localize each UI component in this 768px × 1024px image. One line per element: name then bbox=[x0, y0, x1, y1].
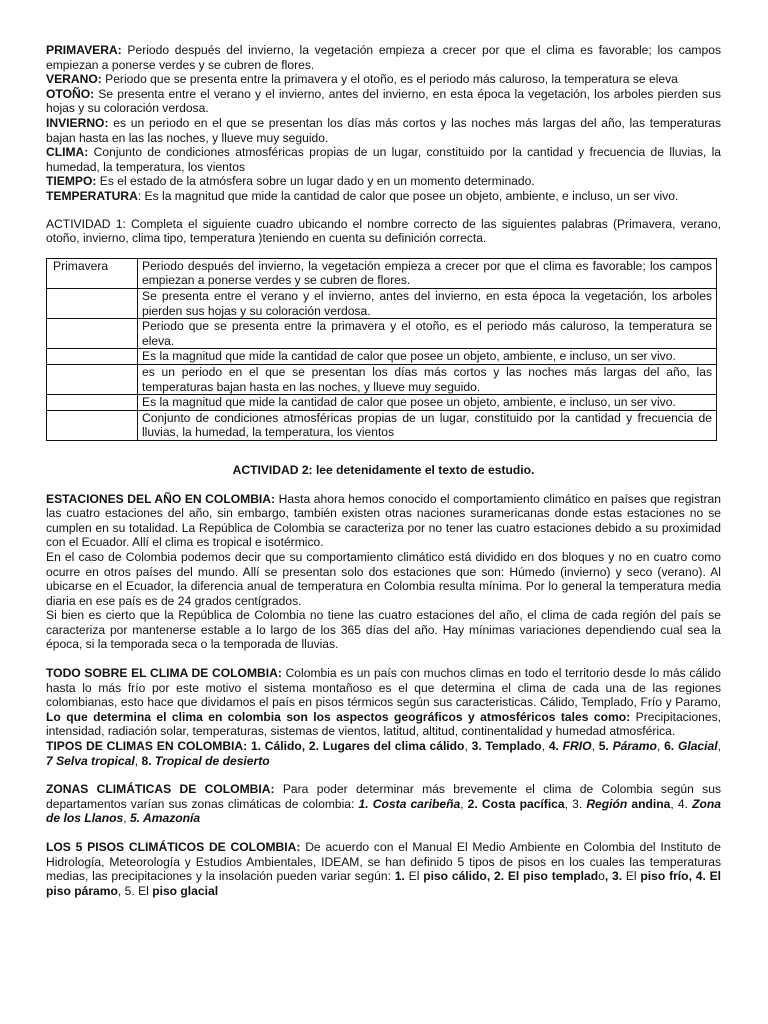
paragraph-text: , 5. El bbox=[117, 883, 153, 898]
definition-cell: es un periodo en el que se presentan los días más cortos y las noches más largas del año, las temperaturas bajan hasta en las noches, y llueve muy seguido. bbox=[138, 364, 717, 394]
separator: , bbox=[123, 811, 131, 826]
floor-item: piso cálido bbox=[423, 869, 487, 884]
climate-type: 1. Cálido, 2. Lugares del clima cálido bbox=[250, 739, 465, 754]
table-row bbox=[47, 364, 717, 394]
paragraph-text: De acuerdo con el Manual El Medio Ambiente en Colombia del Instituto de Hidrología, Meteorología y Estudios Ambientales, IDEAM, se han definido 5 tipos de pisos en los cuales las temperaturas medias, las precipitaciones y la insolación pueden variar según: bbox=[46, 840, 721, 884]
definition-text: Es el estado de la atmósfera sobre un lugar dado y en un momento determinado. bbox=[96, 174, 535, 189]
paragraph-text: El bbox=[404, 869, 424, 884]
climate-type: Páramo bbox=[612, 739, 657, 754]
word-cell[interactable] bbox=[47, 410, 138, 440]
zone-item: Zona de los Llanos bbox=[46, 796, 721, 826]
table-row bbox=[47, 258, 717, 288]
definition-text: Conjunto de condiciones atmosféricas propias de un lugar, constituido por la cantidad y frecuencia de lluvias, la humedad, la temperatura, los vientos bbox=[46, 145, 721, 174]
definition-cell: Se presenta entre el verano y el invierno, antes del invierno, en esta época la vegetación, los arboles pierden sus hojas y su coloración verdosa. bbox=[138, 289, 717, 319]
definition-verano bbox=[46, 72, 721, 87]
climate-type-number: 4. bbox=[548, 739, 563, 754]
floor-item: , 4. El piso páramo bbox=[46, 869, 722, 898]
separator: , 3. bbox=[564, 796, 587, 811]
word-cell[interactable] bbox=[47, 364, 138, 394]
floor-item: piso glacial bbox=[152, 883, 219, 898]
emphasis-text: Lo que determina el clima en colombia son los aspectos geográficos y atmosféricos tales como: bbox=[46, 709, 631, 724]
pisos-section bbox=[46, 840, 721, 898]
word-cell[interactable] bbox=[47, 289, 138, 319]
definition-term: TIEMPO: bbox=[46, 174, 97, 189]
definition-otono bbox=[46, 87, 721, 116]
pisos-paragraph bbox=[46, 840, 721, 898]
separator: , bbox=[464, 739, 472, 754]
climate-type-number: 8. bbox=[141, 753, 155, 768]
estaciones-paragraph-1 bbox=[46, 492, 721, 550]
table-row bbox=[47, 289, 717, 319]
word-cell[interactable] bbox=[47, 395, 138, 411]
definition-term: INVIERNO: bbox=[46, 115, 109, 130]
todo-clima-section bbox=[46, 666, 721, 768]
definition-clima bbox=[46, 145, 721, 174]
zone-item: Región bbox=[586, 796, 628, 811]
definition-temperatura bbox=[46, 189, 721, 204]
paragraph-text: El bbox=[622, 869, 641, 884]
definition-primavera bbox=[46, 43, 721, 72]
paragraph-text: Para poder determinar más brevemente el clima de Colombia según sus departamentos varían sus zonas climáticas de colombia: bbox=[46, 782, 721, 811]
climate-type: FRIO bbox=[562, 739, 592, 754]
definition-tiempo bbox=[46, 174, 721, 189]
table-row bbox=[47, 349, 717, 365]
table-row bbox=[47, 410, 717, 440]
paragraph-text: Precipitaciones, intensidad, radiación solar, temperaturas, sistemas de vientos, latitud, altitud, continentalidad y humedad atmosférica. bbox=[46, 709, 721, 739]
zone-item: 5. Amazonía bbox=[130, 811, 201, 826]
definition-cell: Periodo después del invierno, la vegetación empieza a crecer por que el clima es favorable; los campos empiezan a ponerse verdes y se cubren de flores. bbox=[138, 258, 717, 288]
definition-cell: Es la magnitud que mide la cantidad de calor que posee un objeto, ambiente, e incluso, un ser vivo. bbox=[138, 395, 717, 411]
floor-item: , 2. El piso templad bbox=[486, 869, 599, 884]
definition-term: CLIMA: bbox=[46, 145, 89, 160]
climate-type: Tropical de desierto bbox=[154, 753, 270, 768]
separator: , bbox=[591, 739, 599, 754]
word-cell[interactable] bbox=[47, 319, 138, 349]
paragraph-text: o bbox=[598, 869, 605, 884]
climate-type-number: 5. bbox=[598, 739, 613, 754]
section-heading: LOS 5 PISOS CLIMÁTICOS DE COLOMBIA: bbox=[46, 840, 301, 854]
separator: , bbox=[541, 739, 549, 754]
climate-type: 3. Templado bbox=[471, 739, 542, 754]
definition-text: : Es la magnitud que mide la cantidad de calor que posee un objeto, ambiente, e incluso, un ser vivo. bbox=[137, 188, 679, 203]
estaciones-paragraph-3: Si bien es cierto que la República de Colombia no tiene las cuatro estaciones del año, el clima de cada región del país se caracteriza por mantenerse estable a lo largo de los 365 días del año. Hay mínimas variaciones dependiendo cual sea la época, si la temporada seca o la temporada de lluvias. bbox=[46, 608, 721, 652]
definition-cell: Conjunto de condiciones atmosféricas propias de un lugar, constituido por la cantidad y frecuencia de lluvias, la humedad, la temperatura, los vientos bbox=[138, 410, 717, 440]
definition-text: Se presenta entre el verano y el invierno, antes del invierno, en esta época la vegetación, los arboles pierden sus hojas y su coloración verdosa. bbox=[46, 86, 721, 116]
estaciones-section bbox=[46, 492, 721, 653]
definition-cell: Periodo que se presenta entre la primavera y el otoño, es el periodo más caluroso, la temperatura se eleva. bbox=[138, 319, 717, 349]
climate-type: 7 Selva tropical bbox=[46, 753, 135, 768]
definition-text: es un periodo en el que se presentan los días más cortos y las noches más largas del año, las temperaturas bajan hasta en las las noches, y llueve muy seguido. bbox=[46, 115, 721, 145]
paragraph-text: Hasta ahora hemos conocido el comportamiento climático en países que registran las cuatro estaciones del año, sin embargo, también existen otras naciones suramericanas donde estas estaciones no se cumplen en su totalidad. La República de Colombia se caracteriza por no tener las cuatro estaciones debido a su proximidad con el Ecuador. Allí el clima es tropical e isotérmico. bbox=[46, 491, 721, 550]
section-heading: ESTACIONES DEL AÑO EN COLOMBIA: bbox=[46, 491, 276, 506]
zonas-paragraph bbox=[46, 782, 721, 826]
table-row bbox=[47, 395, 717, 411]
activity-1-instructions: ACTIVIDAD 1: Completa el siguiente cuadro ubicando el nombre correcto de las siguientes palabras (Primavera, verano, otoño, invierno, clima tipo, temperatura )teniendo en cuenta su definición correcta. bbox=[46, 216, 721, 246]
definition-text: Periodo después del invierno, la vegetación empieza a crecer por que el clima es favorable; los campos empiezan a ponerse verdes y se cubren de flores. bbox=[46, 43, 721, 72]
zone-item: 2. Costa pacífica bbox=[467, 796, 565, 811]
climate-type-number: 6. bbox=[664, 739, 678, 754]
separator: , bbox=[460, 796, 468, 811]
section-heading: ZONAS CLIMÁTICAS DE COLOMBIA: bbox=[46, 782, 275, 797]
separator: , bbox=[656, 739, 665, 754]
tipos-climas-paragraph bbox=[46, 739, 721, 768]
definition-term: PRIMAVERA: bbox=[46, 43, 122, 57]
zone-item: 1. Costa caribeña bbox=[358, 796, 461, 811]
section-heading: TODO SOBRE EL CLIMA DE COLOMBIA: bbox=[46, 666, 282, 681]
separator: , bbox=[717, 739, 721, 754]
todo-clima-paragraph bbox=[46, 666, 721, 739]
zone-item: andina bbox=[627, 796, 671, 811]
table-row bbox=[47, 319, 717, 349]
definition-invierno bbox=[46, 116, 721, 145]
separator: , 4. bbox=[670, 796, 693, 811]
definition-text: Periodo que se presenta entre la primavera y el otoño, es el periodo más caluroso, la temperatura se eleva bbox=[101, 72, 678, 87]
separator: , bbox=[134, 753, 142, 768]
word-cell[interactable] bbox=[47, 349, 138, 365]
definition-term: TEMPERATURA bbox=[46, 188, 138, 203]
definitions-block bbox=[46, 43, 721, 204]
definition-cell: Es la magnitud que mide la cantidad de calor que posee un objeto, ambiente, e incluso, un ser vivo. bbox=[138, 349, 717, 365]
activity-2-heading: ACTIVIDAD 2: lee detenidamente el texto de estudio. bbox=[232, 462, 535, 477]
definition-term: OTOÑO: bbox=[46, 86, 95, 101]
word-cell[interactable]: Primavera bbox=[47, 258, 138, 288]
floor-number: 1. bbox=[394, 869, 405, 884]
document-page bbox=[46, 43, 721, 898]
paragraph-text: Colombia es un país con muchos climas en todo el territorio desde lo más cálido hasta lo más frío por este motivo el sistema montañoso es el que determina el clima de cada una de las regiones colombianas, esto hace que dividamos el país en pisos térmicos según sus caracteristicas. Cálido, Templado, Frío y Paramo, bbox=[46, 666, 722, 710]
zonas-section bbox=[46, 782, 721, 826]
climate-type: Glacial bbox=[677, 739, 718, 754]
definition-term: VERANO: bbox=[46, 72, 102, 87]
floor-number: , 3. bbox=[604, 869, 623, 884]
floor-item: piso frío bbox=[640, 869, 689, 884]
matching-table bbox=[46, 258, 717, 441]
section-heading: TIPOS DE CLIMAS EN COLOMBIA: bbox=[46, 739, 251, 754]
estaciones-paragraph-2: En el caso de Colombia podemos decir que su comportamiento climático está dividido en dos bloques y no en cuatro como ocurre en otros países del mundo. Allí se presentan solo dos estaciones que son: Húmedo (invierno) y seco (verano). Al ubicarse en el Ecuador, la diferencia anual de temperatura en Colombia resulta mínima. Por lo general la temperatura media diaria en ese país es de 24 grados centígrados. bbox=[46, 549, 721, 608]
